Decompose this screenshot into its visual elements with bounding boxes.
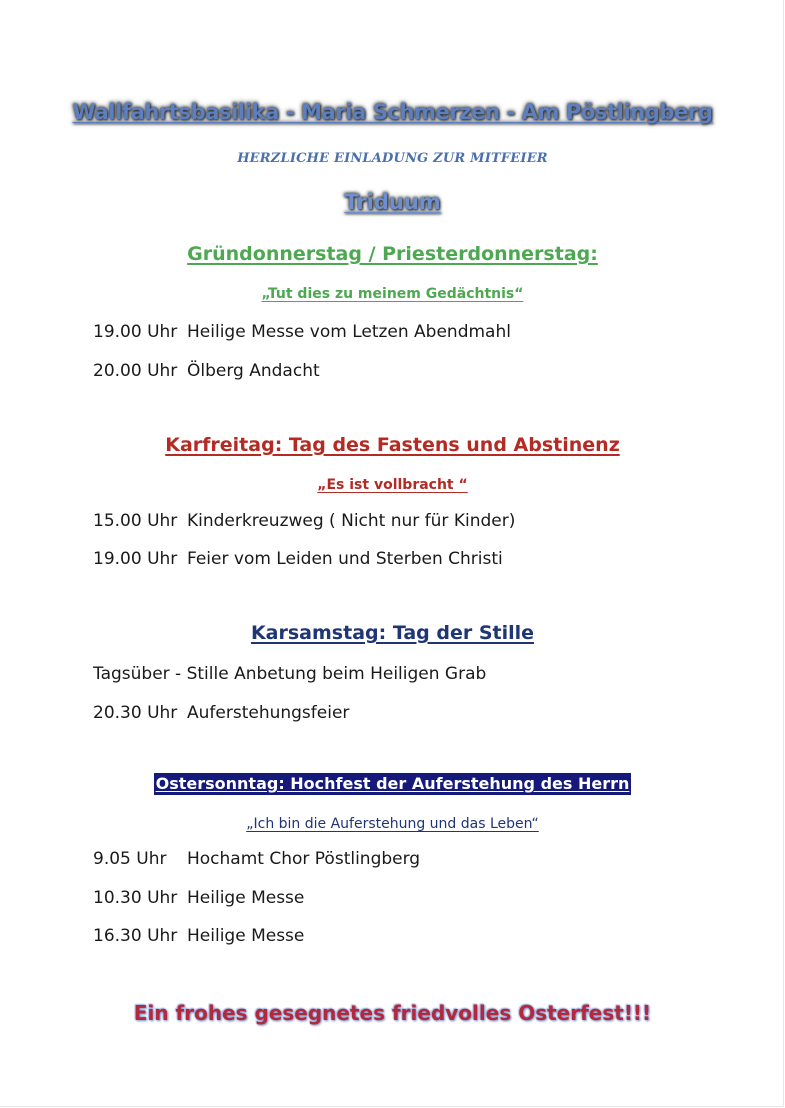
daytime-adoration: Tagsüber - Stille Anbetung beim Heiligen Grab (93, 664, 487, 684)
event-title: Heilige Messe vom Letzen Abendmahl (187, 322, 511, 342)
schedule-row (93, 888, 304, 908)
event-time: 19.00 Uhr (93, 549, 178, 569)
event-title: Hochamt Chor Pöstlingberg (187, 849, 421, 869)
triduum-title: Triduum (344, 190, 441, 214)
invitation-line: HERZLICHE EINLADUNG ZUR MITFEIER (237, 151, 548, 166)
closing-greeting: Ein frohes gesegnetes friedvolles Osterfest!!! (133, 1001, 652, 1025)
saturday-heading: Karsamstag: Tag der Stille (250, 622, 535, 644)
event-title: Feier vom Leiden und Sterben Christi (187, 549, 503, 569)
thursday-heading: Gründonnerstag / Priesterdonnerstag: (187, 243, 598, 265)
event-time: 20.30 Uhr (93, 703, 178, 723)
event-title: Ölberg Andacht (187, 361, 320, 381)
event-title: Heilige Messe (187, 926, 305, 946)
friday-quote: „Es ist vollbracht “ (317, 477, 468, 493)
church-title: Wallfahrtsbasilika - Maria Schmerzen - Am Pöstlingberg (72, 100, 713, 124)
event-time: 15.00 Uhr (93, 511, 178, 531)
event-time: 19.00 Uhr (93, 322, 178, 342)
sunday-heading-wrap (0, 773, 785, 795)
event-time: 16.30 Uhr (93, 926, 178, 946)
event-title: Heilige Messe (187, 888, 305, 908)
schedule-row (93, 322, 511, 342)
event-title: Auferstehungsfeier (187, 703, 350, 723)
schedule-row (93, 549, 503, 569)
schedule-row (93, 511, 515, 531)
schedule-row (93, 926, 304, 946)
event-title: Kinderkreuzweg ( Nicht nur für Kinder) (187, 511, 516, 531)
event-time: 10.30 Uhr (93, 888, 178, 908)
friday-heading: Karfreitag: Tag des Fastens und Abstinenz (165, 434, 620, 456)
schedule-row (93, 703, 349, 723)
schedule-row (93, 361, 320, 381)
schedule-row (93, 664, 486, 684)
sunday-quote: „Ich bin die Auferstehung und das Leben“ (246, 816, 539, 832)
event-time: 20.00 Uhr (93, 361, 178, 381)
sunday-heading: Ostersonntag: Hochfest der Auferstehung des Herrn (155, 774, 630, 793)
thursday-quote: „Tut dies zu meinem Gedächtnis“ (261, 286, 524, 302)
event-time: 9.05 Uhr (93, 849, 167, 869)
schedule-row (93, 849, 420, 869)
